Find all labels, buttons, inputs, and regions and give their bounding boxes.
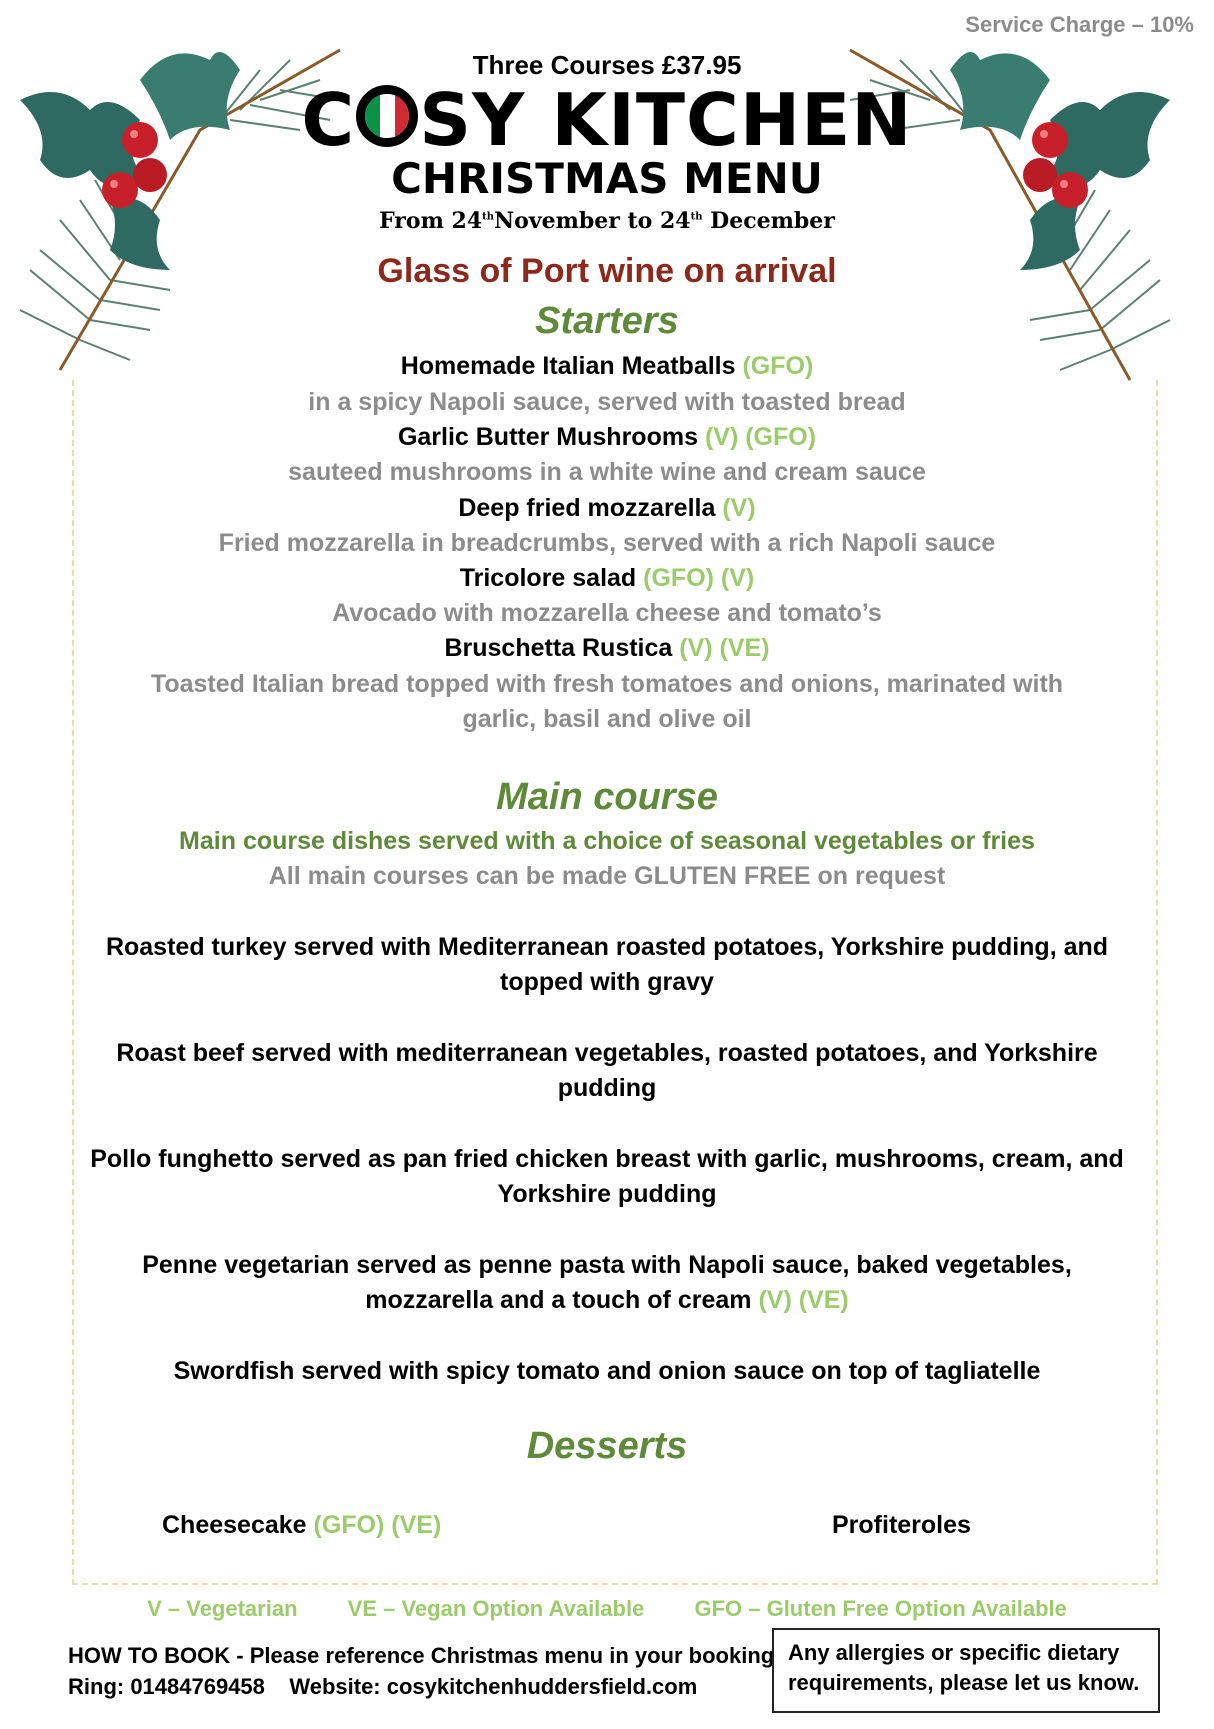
main-dish: Pollo funghetto served as pan fried chicken breast with garlic, mushrooms, cream, and Yorkshire pudding bbox=[90, 1145, 1124, 1208]
dessert-item: Profiteroles bbox=[832, 1511, 971, 1539]
menu-title: CHRISTMAS MENU bbox=[391, 154, 823, 203]
starter-desc: Toasted Italian bread topped with fresh tomatoes and onions, marinated with bbox=[150, 670, 1064, 698]
starter-name: Tricolore salad (GFO) (V) bbox=[459, 564, 755, 592]
starter-desc: Fried mozzarella in breadcrumbs, served with a rich Napoli sauce bbox=[218, 529, 996, 557]
booking-info bbox=[68, 1640, 774, 1702]
main-dish: Swordfish served with spicy tomato and onion sauce on top of tagliatelle bbox=[173, 1357, 1041, 1385]
main-course-note: Main course dishes served with a choice of seasonal vegetables or fries bbox=[179, 827, 1035, 855]
starter-desc: in a spicy Napoli sauce, served with toasted bread bbox=[308, 388, 906, 416]
starter-name: Deep fried mozzarella (V) bbox=[458, 494, 756, 522]
starter-desc: Avocado with mozzarella cheese and tomato’s bbox=[332, 599, 882, 627]
starter-desc-cont: garlic, basil and olive oil bbox=[462, 705, 752, 733]
italian-flag-o-icon bbox=[356, 85, 418, 147]
brand-part2: SY KITCHEN bbox=[419, 78, 913, 162]
price-line: Three Courses £37.95 bbox=[472, 50, 742, 80]
dietary-legend bbox=[0, 1596, 1214, 1622]
starter-desc: sauteed mushrooms in a white wine and cream sauce bbox=[288, 458, 926, 486]
starter-name: Garlic Butter Mushrooms (V) (GFO) bbox=[397, 423, 817, 451]
date-range: From 24thNovember to 24th December bbox=[379, 208, 835, 234]
main-course-heading: Main course bbox=[496, 776, 718, 818]
arrival-drink: Glass of Port wine on arrival bbox=[377, 252, 837, 290]
allergy-notice: Any allergies or specific dietary requirements, please let us know. bbox=[772, 1628, 1160, 1713]
service-charge: Service Charge – 10% bbox=[965, 12, 1194, 37]
starters-heading: Starters bbox=[535, 300, 679, 342]
legend-item: GFO – Gluten Free Option Available bbox=[694, 1596, 1067, 1621]
main-dish: Penne vegetarian served as penne pasta with Napoli sauce, baked vegetables, mozzarella and a touch of cream (V) (VE) bbox=[142, 1251, 1072, 1314]
brand-logo bbox=[0, 80, 1214, 160]
gluten-free-note: All main courses can be made GLUTEN FREE on request bbox=[268, 862, 946, 890]
desserts-heading: Desserts bbox=[526, 1425, 688, 1467]
legend-item: V – Vegetarian bbox=[147, 1596, 298, 1621]
starter-name: Homemade Italian Meatballs (GFO) bbox=[400, 352, 814, 380]
brand-part1: C bbox=[301, 78, 356, 162]
main-dish: Roasted turkey served with Mediterranean roasted potatoes, Yorkshire pudding, and topped with gravy bbox=[105, 933, 1109, 996]
dessert-item: Cheesecake (GFO) (VE) bbox=[162, 1511, 442, 1539]
main-dish: Roast beef served with mediterranean vegetables, roasted potatoes, and Yorkshire pudding bbox=[116, 1039, 1098, 1102]
legend-item: VE – Vegan Option Available bbox=[347, 1596, 645, 1621]
starter-name: Bruschetta Rustica (V) (VE) bbox=[444, 634, 770, 662]
booking-contact: Ring: 01484769458 Website: cosykitchenhuddersfield.com bbox=[68, 1674, 698, 1699]
booking-line: HOW TO BOOK - Please reference Christmas menu in your booking bbox=[68, 1643, 775, 1668]
